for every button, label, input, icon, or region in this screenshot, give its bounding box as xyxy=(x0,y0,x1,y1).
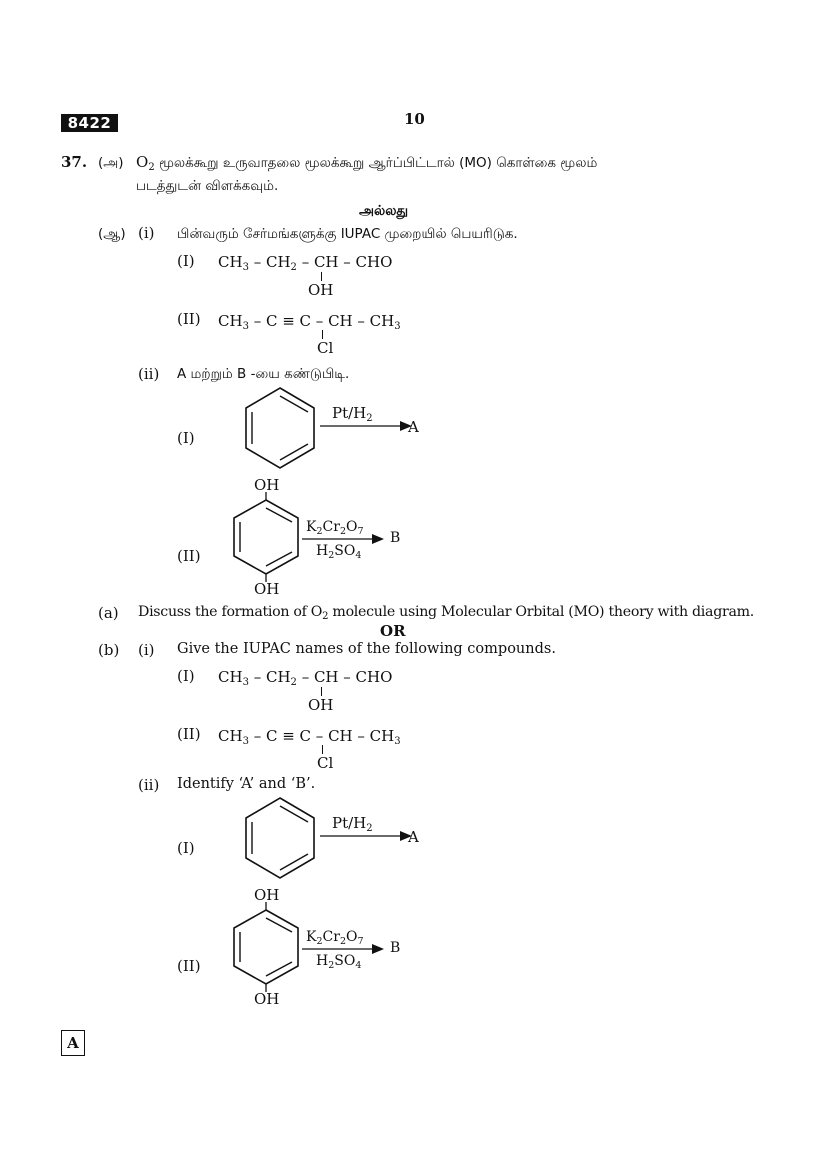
compound-2-branch-en: Cl xyxy=(317,754,334,772)
reaction-2-diagram-en xyxy=(220,902,410,992)
page-number: 10 xyxy=(404,110,425,128)
tamil-part-b-ii-text: A மற்றும் B -யை கண்டுபிடி. xyxy=(177,366,350,382)
benzene-ring xyxy=(246,388,314,468)
tamil-or: அல்லது xyxy=(359,203,409,219)
tamil-part-b-i-text: பின்வரும் சேர்மங்களுக்கு IUPAC முறையில் பெயரிடுக. xyxy=(177,226,518,242)
arrow-head xyxy=(372,944,384,954)
compound-1-bond-en xyxy=(321,687,322,696)
compound-1-formula-en: $CH_3 - CH_2$ – CH – CHO xyxy=(218,668,393,688)
english-part-b-ii-marker: (ii) xyxy=(138,776,160,794)
hydroquinone-oh-bottom-en: OH xyxy=(254,990,280,1008)
compound-1-branch-en: OH xyxy=(308,696,334,714)
reaction-2-label-en: (II) xyxy=(177,957,201,975)
tamil-part-b-ii-marker: (ii) xyxy=(138,365,160,383)
benzene-ring xyxy=(246,798,314,878)
tamil-part-a-line2: படத்துடன் விளக்கவும். xyxy=(136,178,279,194)
compound-1-label-en: (I) xyxy=(177,667,195,685)
reaction-2-diagram xyxy=(220,492,410,582)
reaction-2-product: B xyxy=(390,530,401,546)
english-part-a-marker: (a) xyxy=(98,604,119,622)
compound-2-formula-en: $CH_3 - C \equiv C$ – CH – $CH_3$ xyxy=(218,727,401,747)
reaction-2-reagent-top-en: $K_2Cr_2O_7$ xyxy=(306,929,364,947)
arrow-head xyxy=(372,534,384,544)
reaction-1-diagram xyxy=(240,386,430,466)
tamil-part-a-line1: $O_2$ மூலக்கூறு உருவாதலை மூலக்கூறு ஆர்ப்பிட்டால் (MO) கொள்கை மூலம் xyxy=(136,153,598,173)
reaction-1-reagent-en: $Pt/H_2$ xyxy=(332,814,373,834)
compound-1-formula: $CH_3 - CH_2$ – CH – CHO xyxy=(218,253,393,273)
compound-1-branch: OH xyxy=(308,281,334,299)
compound-2-label-en: (II) xyxy=(177,725,201,743)
compound-1-bond xyxy=(321,272,322,281)
hydroquinone-ring xyxy=(234,910,298,984)
english-part-b-ii-text: Identify ‘A’ and ‘B’. xyxy=(177,776,316,792)
reaction-1-diagram-en xyxy=(240,796,430,876)
reaction-1-label: (I) xyxy=(177,429,195,447)
reaction-1-reagent: $Pt/H_2$ xyxy=(332,404,373,424)
reaction-2-product-en: B xyxy=(390,940,401,956)
english-part-b-marker: (b) xyxy=(98,641,120,659)
hydroquinone-oh-top: OH xyxy=(254,476,280,494)
hydroquinone-oh-top-en: OH xyxy=(254,886,280,904)
reaction-2-label: (II) xyxy=(177,547,201,565)
question-number: 37. xyxy=(61,153,88,171)
english-part-a-text: Discuss the formation of $O_2$ molecule using Molecular Orbital (MO) theory with diagram. xyxy=(138,604,754,622)
compound-2-bond xyxy=(322,330,323,339)
english-part-b-i-text: Give the IUPAC names of the following compounds. xyxy=(177,641,556,657)
reaction-2-reagent-top: $K_2Cr_2O_7$ xyxy=(306,519,364,537)
compound-2-bond-en xyxy=(322,745,323,754)
hydroquinone-ring xyxy=(234,500,298,574)
english-part-b-i-marker: (i) xyxy=(138,641,155,659)
english-or: OR xyxy=(380,622,406,640)
tamil-part-b-marker: (ஆ) xyxy=(98,226,126,242)
set-letter-box: A xyxy=(61,1030,85,1056)
compound-1-label: (I) xyxy=(177,252,195,270)
reaction-2-reagent-bottom: $H_2SO_4$ xyxy=(316,543,362,561)
tamil-part-a-marker: (அ) xyxy=(98,155,124,171)
reaction-1-label-en: (I) xyxy=(177,839,195,857)
compound-2-formula: $CH_3 - C \equiv C$ – CH – $CH_3$ xyxy=(218,312,401,332)
reaction-1-product: A xyxy=(408,418,419,436)
reaction-2-reagent-bottom-en: $H_2SO_4$ xyxy=(316,953,362,971)
tamil-part-b-i-marker: (i) xyxy=(138,224,155,242)
paper-code-badge: 8422 xyxy=(61,114,118,132)
hydroquinone-oh-bottom: OH xyxy=(254,580,280,598)
reaction-1-product-en: A xyxy=(408,828,419,846)
compound-2-branch: Cl xyxy=(317,339,334,357)
compound-2-label: (II) xyxy=(177,310,201,328)
